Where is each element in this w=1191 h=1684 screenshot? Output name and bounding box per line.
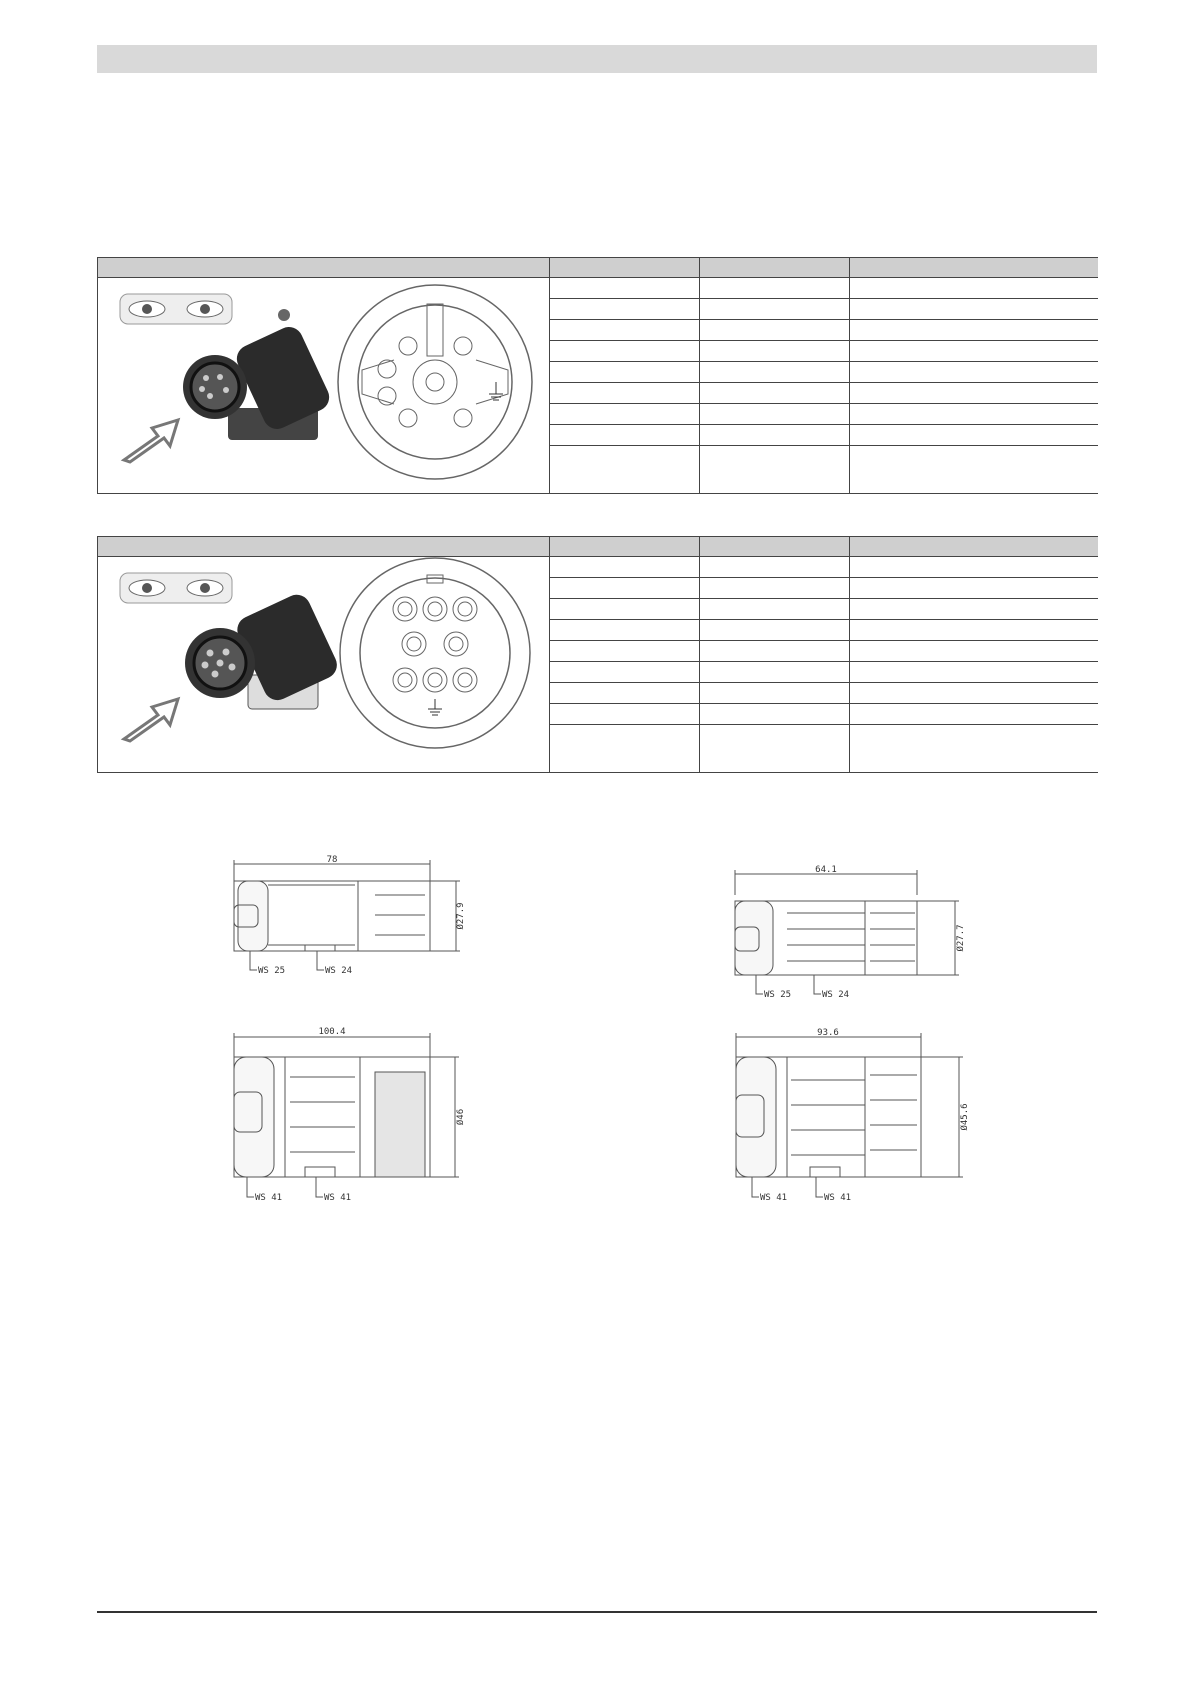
dimension-drawing-1 xyxy=(225,855,475,985)
connector-image-cell xyxy=(98,557,550,773)
pin-assignment-table-1 xyxy=(97,257,1098,494)
dimension-drawing-4 xyxy=(725,1025,975,1205)
dimension-drawing-3 xyxy=(225,1022,475,1204)
diameter-dimension: Ø27.7 xyxy=(956,924,966,952)
pin-assignment-table-2 xyxy=(97,536,1098,773)
wrench-size-left: WS 41 xyxy=(255,1193,283,1203)
footer-rule xyxy=(97,1611,1097,1613)
connector-image xyxy=(185,590,341,709)
eyes-icon xyxy=(120,573,232,603)
wrench-size-left: WS 25 xyxy=(258,966,286,976)
length-dimension: 64.1 xyxy=(815,865,837,875)
arrow-icon xyxy=(124,420,178,462)
wrench-size-left: WS 41 xyxy=(760,1193,788,1203)
dimension-drawing-2 xyxy=(725,865,975,1005)
pin-layout-diagram xyxy=(338,285,532,479)
length-dimension: 78 xyxy=(326,855,338,865)
length-dimension: 100.4 xyxy=(318,1027,346,1037)
header-bar xyxy=(97,45,1097,73)
eyes-icon xyxy=(120,294,232,324)
diameter-dimension: Ø46 xyxy=(456,1108,466,1126)
connector-image xyxy=(183,309,334,440)
wrench-size-left: WS 25 xyxy=(764,990,792,1000)
diameter-dimension: Ø45.6 xyxy=(960,1103,970,1131)
wrench-size-right: WS 24 xyxy=(822,990,850,1000)
wrench-size-right: WS 24 xyxy=(325,966,353,976)
length-dimension: 93.6 xyxy=(817,1028,839,1038)
arrow-icon xyxy=(124,699,178,741)
wrench-size-right: WS 41 xyxy=(824,1193,852,1203)
wrench-size-right: WS 41 xyxy=(324,1193,352,1203)
pin-layout-diagram xyxy=(340,558,530,748)
diameter-dimension: Ø27.9 xyxy=(456,902,466,930)
connector-image-cell xyxy=(98,278,550,494)
